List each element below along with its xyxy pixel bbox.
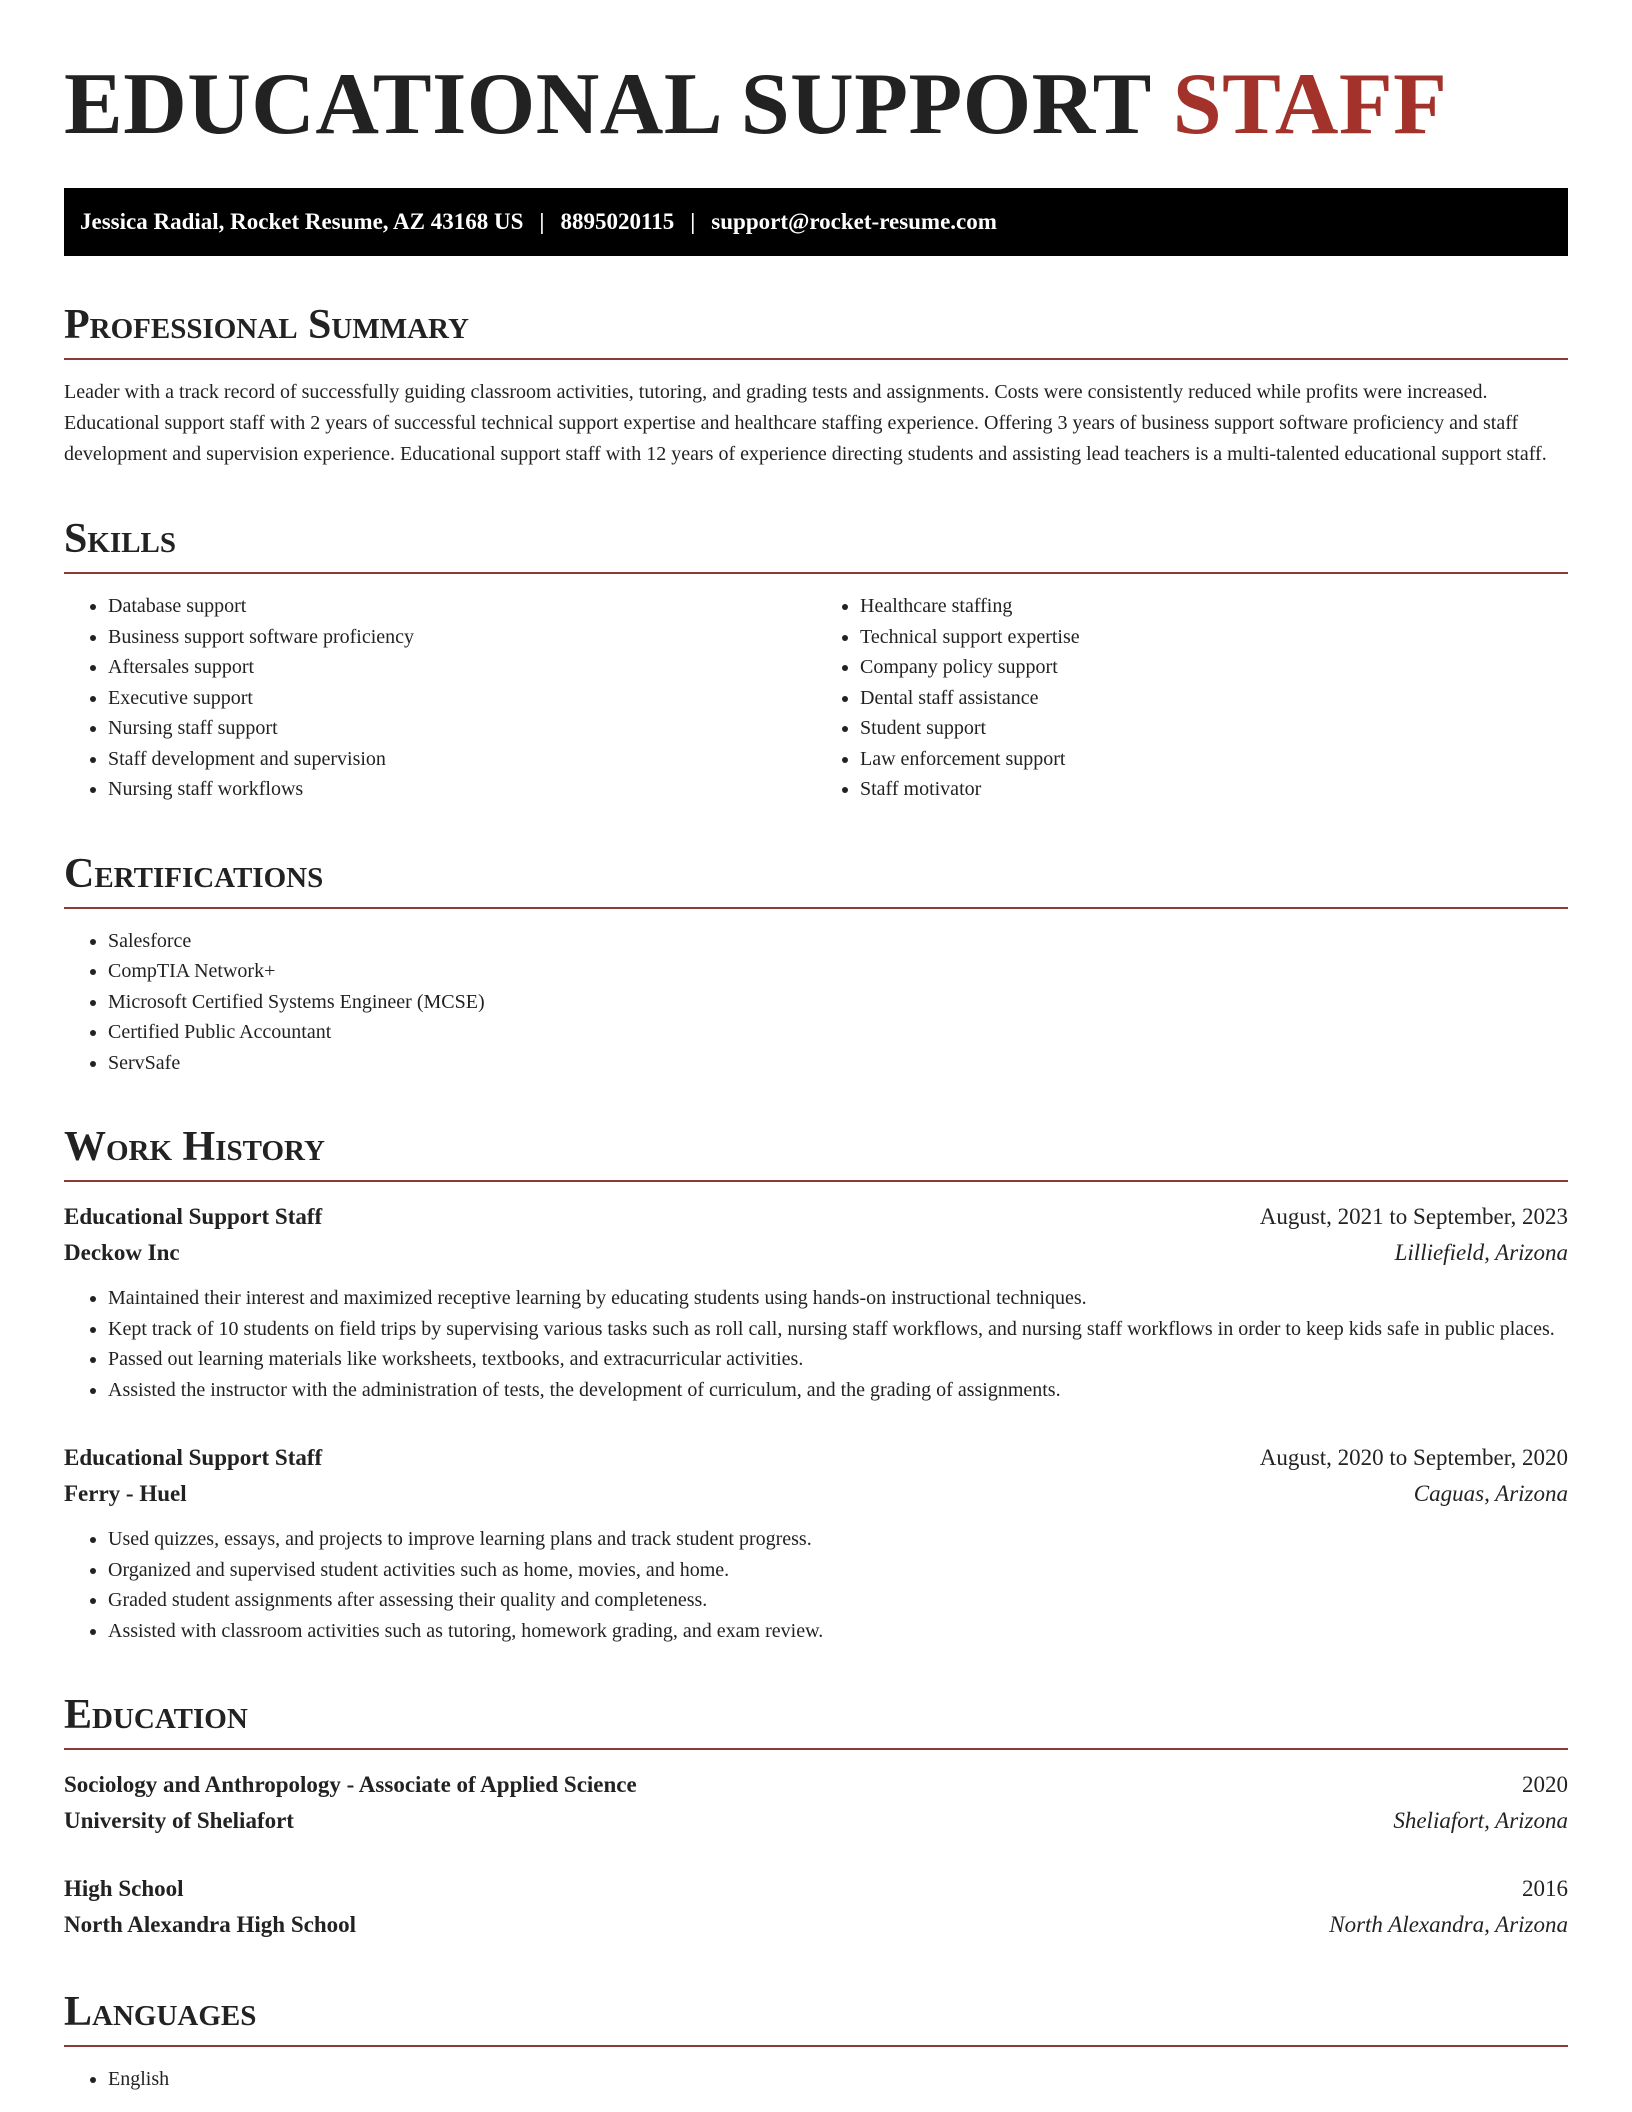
certification-item: • CompTIA Network+ [108, 956, 1568, 987]
job-dates: August, 2021 to September, 2023 [1259, 1204, 1568, 1229]
education-degree: Sociology and Anthropology - Associate of Applied Science [64, 1772, 637, 1797]
education-degree-row [64, 1871, 1568, 1907]
skill-item: • Healthcare staffing [860, 591, 1568, 622]
job-header-row [64, 1440, 1568, 1476]
certification-item: • Salesforce [108, 926, 1568, 957]
job-company: Ferry - Huel [64, 1481, 187, 1506]
languages-list [64, 2064, 1568, 2095]
job-bullet: • Organized and supervised student activities such as home, movies, and home. [108, 1555, 1568, 1586]
job-title: Educational Support Staff [64, 1204, 323, 1229]
skills-section [64, 514, 1568, 805]
certification-item: • ServSafe [108, 1048, 1568, 1079]
title-accent: STAFF [1172, 56, 1448, 153]
skill-item: • Student support [860, 713, 1568, 744]
job-bullet: • Used quizzes, essays, and projects to improve learning plans and track student progress. [108, 1524, 1568, 1555]
section-heading-work-history: Work History [64, 1122, 1568, 1182]
contact-email[interactable]: support@rocket-resume.com [711, 209, 997, 234]
title-main: EDUCATIONAL SUPPORT [64, 56, 1151, 153]
job-bullet: • Kept track of 10 students on field trips by supervising various tasks such as roll call, nursing staff workflows, and nursing staff workflows in order to keep kids safe in public places. [108, 1314, 1568, 1345]
job-bullet: • Maintained their interest and maximized receptive learning by educating students using hands-on instructional techniques. [108, 1283, 1568, 1314]
education-school: University of Sheliafort [64, 1808, 294, 1833]
skills-list-right [816, 591, 1568, 805]
section-heading-summary: Professional Summary [64, 300, 1568, 360]
language-item: • English [108, 2064, 1568, 2095]
skill-item: • Company policy support [860, 652, 1568, 683]
certifications-list [64, 926, 1568, 1079]
job-company-row [64, 1235, 1568, 1271]
job-title: Educational Support Staff [64, 1445, 323, 1470]
job-company-row [64, 1476, 1568, 1512]
job-bullet: • Passed out learning materials like worksheets, textbooks, and extracurricular activities. [108, 1344, 1568, 1375]
job-bullet: • Graded student assignments after assessing their quality and completeness. [108, 1585, 1568, 1616]
job-entry [64, 1199, 1568, 1405]
section-heading-skills: Skills [64, 514, 1568, 574]
job-bullet: • Assisted with classroom activities such as tutoring, homework grading, and exam review. [108, 1616, 1568, 1647]
education-year: 2020 [1522, 1772, 1568, 1797]
section-heading-education: Education [64, 1690, 1568, 1750]
certification-item: • Microsoft Certified Systems Engineer (MCSE) [108, 987, 1568, 1018]
skills-list-left [64, 591, 816, 805]
skill-item: • Database support [108, 591, 816, 622]
skills-grid [64, 574, 1568, 805]
skill-item: • Staff development and supervision [108, 744, 816, 775]
job-location: Caguas, Arizona [1413, 1481, 1568, 1506]
skill-item: • Nursing staff workflows [108, 774, 816, 805]
education-section [64, 1690, 1568, 1943]
resume-title [64, 55, 1568, 155]
education-school-row [64, 1907, 1568, 1943]
work-history-section [64, 1122, 1568, 1646]
certification-item: • Certified Public Accountant [108, 1017, 1568, 1048]
education-degree: High School [64, 1876, 184, 1901]
contact-bar [64, 188, 1568, 256]
education-location: North Alexandra, Arizona [1329, 1912, 1568, 1937]
summary-text: Leader with a track record of successfully guiding classroom activities, tutoring, and grading tests and assignments. Costs were consistently reduced while profits were increased. Educational support staff with 2 years of successful technical support expertise and healthcare staffing experience. Offering 3 years of business support software proficiency and staff development and supervision experience. Educational support staff with 12 years of experience directing students and assisting lead teachers is a multi-talented educational support staff. [64, 381, 1547, 465]
education-year: 2016 [1522, 1876, 1568, 1901]
job-company: Deckow Inc [64, 1240, 180, 1265]
contact-phone: 8895020115 [560, 209, 675, 234]
job-dates: August, 2020 to September, 2020 [1259, 1445, 1568, 1470]
contact-address: Jessica Radial, Rocket Resume, AZ 43168 US [80, 209, 524, 234]
skill-item: • Nursing staff support [108, 713, 816, 744]
contact-separator: | [539, 209, 545, 234]
certifications-section [64, 849, 1568, 1079]
section-heading-languages: Languages [64, 1987, 1568, 2047]
languages-section [64, 1987, 1568, 2095]
section-heading-certifications: Certifications [64, 849, 1568, 909]
job-bullets [64, 1283, 1568, 1405]
job-entry [64, 1440, 1568, 1646]
contact-separator: | [690, 209, 696, 234]
education-entry [64, 1871, 1568, 1943]
education-school: North Alexandra High School [64, 1912, 357, 1937]
job-location: Lilliefield, Arizona [1394, 1240, 1568, 1265]
education-school-row [64, 1803, 1568, 1839]
education-degree-row [64, 1767, 1568, 1803]
skill-item: • Staff motivator [860, 774, 1568, 805]
skill-item: • Dental staff assistance [860, 683, 1568, 714]
skill-item: • Business support software proficiency [108, 622, 816, 653]
education-location: Sheliafort, Arizona [1393, 1808, 1568, 1833]
skill-item: • Technical support expertise [860, 622, 1568, 653]
summary-section [64, 300, 1568, 470]
skill-item: • Aftersales support [108, 652, 816, 683]
skill-item: • Executive support [108, 683, 816, 714]
job-header-row [64, 1199, 1568, 1235]
skill-item: • Law enforcement support [860, 744, 1568, 775]
job-bullet: • Assisted the instructor with the administration of tests, the development of curriculum, and the grading of assignments. [108, 1375, 1568, 1406]
education-entry [64, 1767, 1568, 1839]
job-bullets [64, 1524, 1568, 1646]
